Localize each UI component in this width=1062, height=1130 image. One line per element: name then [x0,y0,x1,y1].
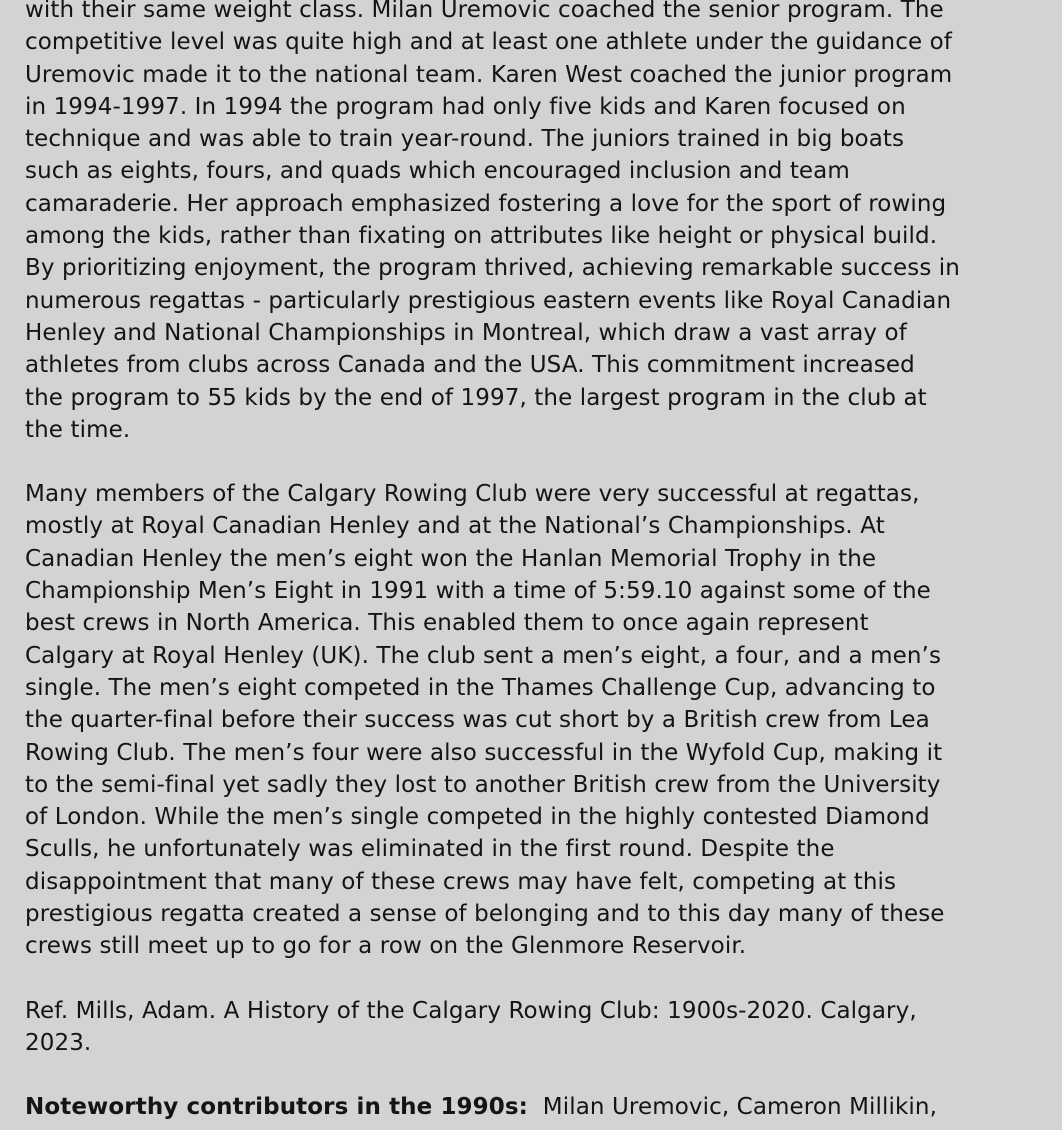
contributors-label: Noteworthy contributors in the 1990s: [25,1094,528,1121]
text-line: competitive level was quite high and at least one athlete under the guidance of [25,29,952,56]
text-line: Canadian Henley the men’s eight won the Hanlan Memorial Trophy in the [25,545,877,572]
contributors-line [25,1091,1040,1123]
text-line: the program to 55 kids by the end of 1997, the largest program in the club at [25,384,927,411]
text-line: Henley and National Championships in Montreal, which draw a vast array of [25,319,907,346]
text-line: the time. [25,416,131,443]
text-line: technique and was able to train year-round. The juniors trained in big boats [25,126,905,153]
text-line: Many members of the Calgary Rowing Club were very successful at regattas, [25,481,920,508]
reference-citation [25,995,1040,1060]
text-line: prestigious regatta created a sense of belonging and to this day many of these [25,901,945,928]
text-line: Ref. Mills, Adam. A History of the Calgary Rowing Club: 1900s-2020. Calgary, [25,997,917,1024]
text-line: camaraderie. Her approach emphasized fostering a love for the sport of rowing [25,190,947,217]
text-line: single. The men’s eight competed in the Thames Challenge Cup, advancing to [25,674,936,701]
article-body [25,0,1040,1130]
text-line: Uremovic made it to the national team. Karen West coached the junior program [25,61,953,88]
text-line: to the semi-final yet sadly they lost to another British crew from the University [25,771,941,798]
text-line: such as eights, fours, and quads which encouraged inclusion and team [25,158,850,185]
text-line: Rowing Club. The men’s four were also successful in the Wyfold Cup, making it [25,739,943,766]
text-line: of London. While the men’s single competed in the highly contested Diamond [25,804,930,831]
paragraph-regatta-success [25,478,1040,962]
text-line: crews still meet up to go for a row on the Glenmore Reservoir. [25,933,747,960]
text-line: in 1994-1997. In 1994 the program had only five kids and Karen focused on [25,93,906,120]
text-line: By prioritizing enjoyment, the program thrived, achieving remarkable success in [25,255,960,282]
text-line: numerous regattas - particularly prestigious eastern events like Royal Canadian [25,287,952,314]
text-line: the quarter-final before their success was cut short by a British crew from Lea [25,707,930,734]
text-line: Sculls, he unfortunately was eliminated in the first round. Despite the [25,836,835,863]
paragraph-junior-program [25,0,1040,446]
text-line: Calgary at Royal Henley (UK). The club sent a men’s eight, a four, and a men’s [25,642,942,669]
text-line: Championship Men’s Eight in 1991 with a time of 5:59.10 against some of the [25,578,931,605]
text-line [25,1091,1040,1123]
text-line: disappointment that many of these crews may have felt, competing at this [25,868,897,895]
text-line: with their same weight class. Milan Uremovic coached the senior program. The [25,0,944,23]
text-line: athletes from clubs across Canada and the USA. This commitment increased [25,352,915,379]
text-line: mostly at Royal Canadian Henley and at the National’s Championships. At [25,513,885,540]
text-line: best crews in North America. This enabled them to once again represent [25,610,869,637]
text-line: among the kids, rather than fixating on attributes like height or physical build. [25,223,938,250]
contributors-names: Milan Uremovic, Cameron Millikin, [542,1094,937,1121]
text-line: 2023. [25,1029,92,1056]
